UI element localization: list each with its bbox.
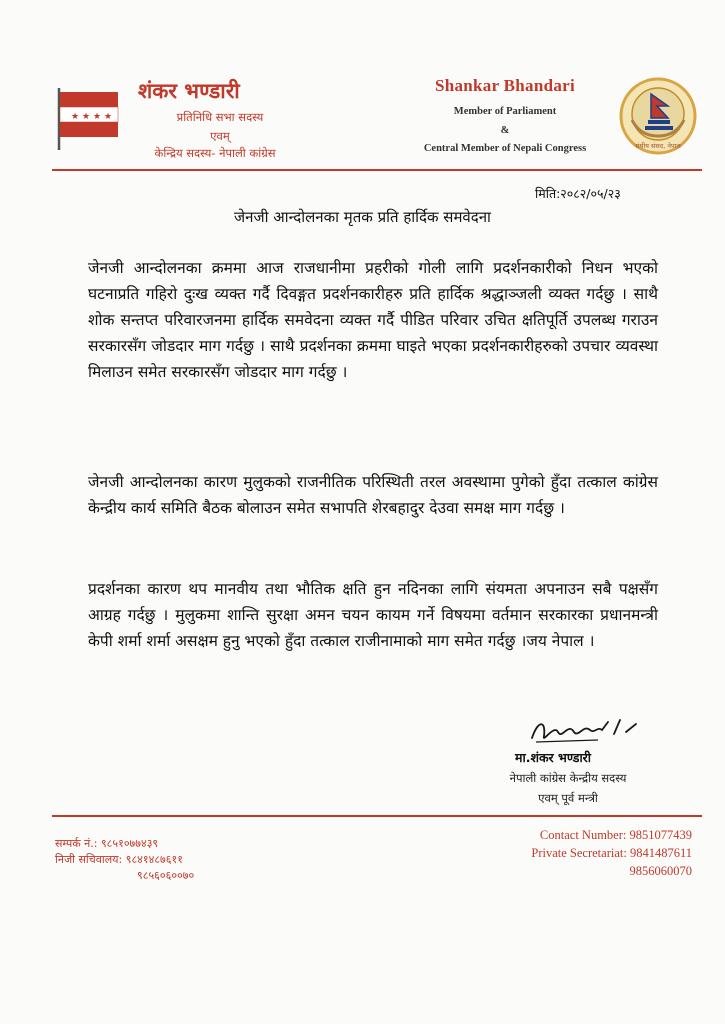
handwritten-signature: [528, 710, 638, 748]
paragraph-1: जेनजी आन्दोलनका क्रममा आज राजधानीमा प्रहरीको गोली लागि प्रदर्शनकारीको निधन भएको घटनाप्रति गहिरो दुःख व्यक्त गर्दै दिवङ्गत प्रदर्शनकारीहरु प्रति हार्दिक श्रद्धाञ्जली व्यक्त गर्दछु । साथै शोक सन्तप्त परिवारजनमा हार्दिक समवेदना व्यक्त गर्दै पीडित परिवार उचित क्षतिपूर्ति उपलब्ध गराउन सरकारसँग जोडदार माग गर्दछु । साथै प्रदर्शनका क्रममा घाइते भएका प्रदर्शनकारीहरुको उपचार व्यवस्था मिलाउन समेत सरकारसँग जोडदार माग गर्दछु ।: [88, 259, 658, 381]
footer-divider: [52, 815, 702, 817]
svg-text:★: ★: [82, 112, 91, 122]
contact-english: Contact Number: 9851077439: [539, 828, 692, 842]
role-english-1: Member of Parliament: [453, 106, 557, 117]
secretariat-nepali: निजी सचिवालय: ९८४१४८७६११: [55, 853, 183, 866]
nepali-congress-flag-icon: [55, 86, 121, 152]
secretariat-english-2: 9856060070: [629, 864, 692, 878]
secretariat-english: Private Secretariat: 9841487611: [531, 846, 692, 860]
paragraph-3: प्रदर्शनका कारण थप मानवीय तथा भौतिक क्षति हुन नदिनका लागि संयमता अपनाउन सबै पक्षसँग आग्रह गर्दछु । मुलुकमा शान्ति सुरक्षा अमन चयन कायम गर्ने विषयमा वर्तमान सरकारका प्रधानमन्त्री केपी शर्मा शर्मा असक्षम हुनु भएको हुँदा तत्काल राजीनामाको माग समेत गर्दछु ।जय नेपाल ।: [88, 580, 658, 650]
parliament-emblem-icon: [618, 76, 698, 156]
role-english-2: &: [500, 125, 510, 136]
signatory-name: मा.शंकर भण्डारी: [515, 750, 592, 765]
signatory-title-1: नेपाली कांग्रेस केन्द्रीय सदस्य: [509, 771, 627, 785]
name-nepali: शंकर भण्डारी: [138, 79, 240, 103]
header-divider: [52, 169, 702, 171]
letter-date: मिति:२०८२/०५/२३: [535, 186, 621, 201]
role-nepali-1: प्रतिनिधि सभा सदस्य: [176, 110, 264, 124]
emblem-text: संघीय संसद, नेपाल: [635, 142, 681, 150]
svg-text:★: ★: [71, 112, 80, 122]
letter-title: जेनजी आन्दोलनका मृतक प्रति हार्दिक समवेदना: [234, 208, 491, 226]
svg-text:★: ★: [93, 112, 102, 122]
role-nepali-2: एवम्: [210, 129, 230, 143]
role-nepali-3: केन्द्रिय सदस्य- नेपाली कांग्रेस: [154, 146, 276, 160]
contact-nepali: सम्पर्क नं.: ९८५१०७७४३९: [55, 837, 159, 850]
secretariat-nepali-2: ९८५६०६००७०: [137, 869, 195, 882]
role-english-3: Central Member of Nepali Congress: [423, 143, 587, 154]
paragraph-2: जेनजी आन्दोलनका कारण मुलुकको राजनीतिक परिस्थिती तरल अवस्थामा पुगेको हुँदा तत्काल कांग्रेस केन्द्रीय कार्य समिति बैठक बोलाउन समेत सभापति शेरबहादुर देउवा समक्ष माग गर्दछु ।: [88, 473, 658, 517]
name-english: Shankar Bhandari: [434, 76, 576, 95]
svg-text:★: ★: [104, 112, 113, 122]
signatory-title-2: एवम् पूर्व मन्त्री: [538, 791, 598, 805]
